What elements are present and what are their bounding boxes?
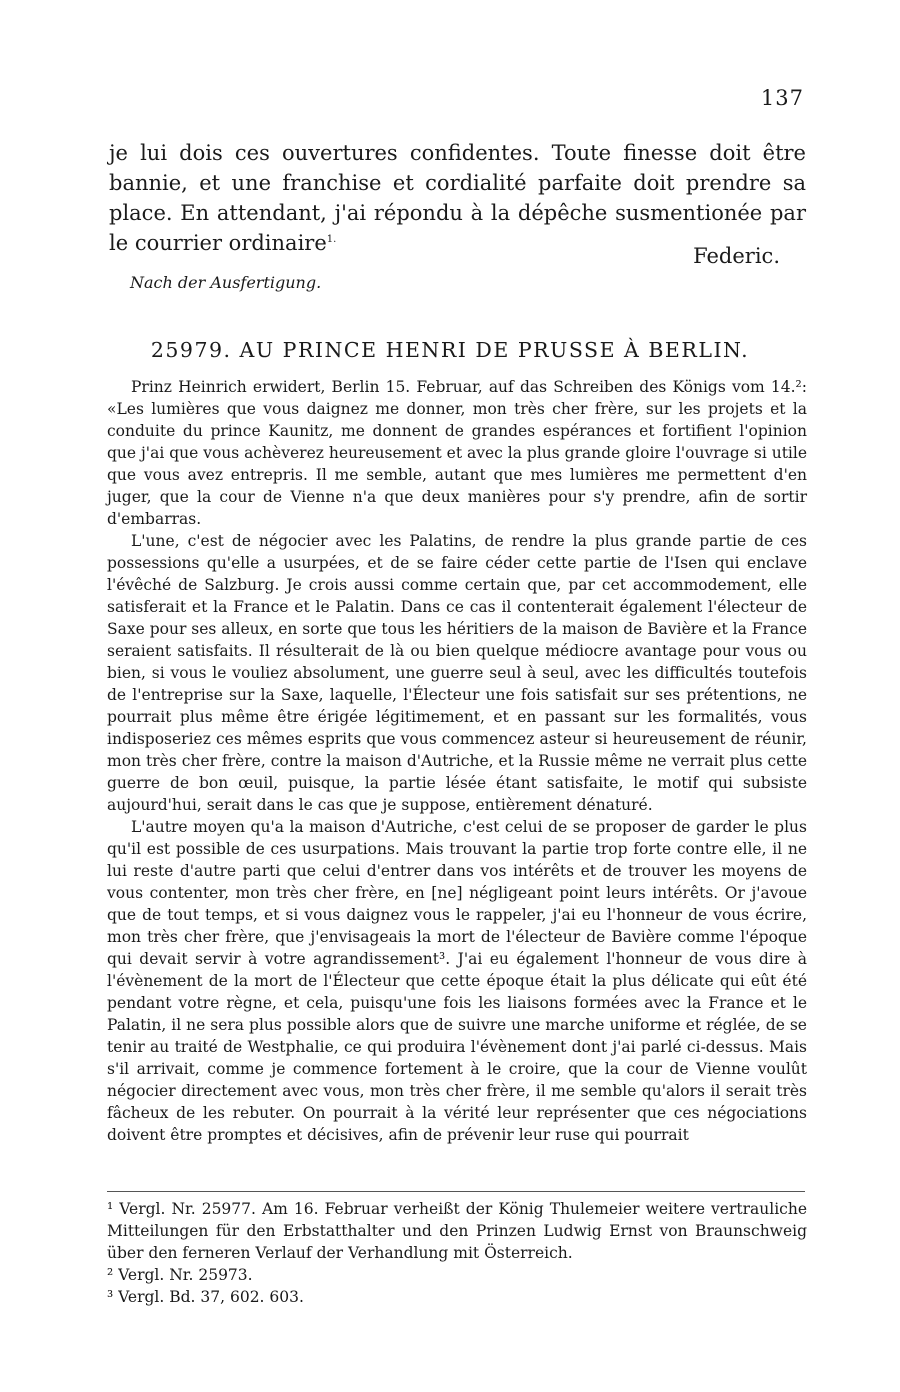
body-paragraph-1: Prinz Heinrich erwidert, Berlin 15. Februar, auf das Schreiben des Königs vom 14.²: «Les lumières que vous daignez me donner, mon très cher frère, sur les projets et la conduite du prince Kaunitz, me donnent de grandes espérances et fortifient l'opinion que j'ai que vous achèverez heureusement et avec la plus grande gloire l'ouvrage si utile que vous avez entrepris. Il me semble, autant que mes lumières me permettent d'en juger, que la cour de Vienne n'a que deux manières pour s'y prendre, afin de sortir d'embarras. [107, 378, 808, 528]
body-paragraph-3: L'autre moyen qu'a la maison d'Autriche, c'est celui de se proposer de garder le plus qu'il est possible de ces usurpations. Mais trouvant la partie trop forte contre elle, il ne lui reste d'autre parti que celui d'entrer dans vos intérêts et de trouver les moyens de vous contenter, mon très cher frère, en [ne] négligeant point leurs intérêts. Or j'avoue que de tout temps, et si vous daignez vous le rappeler, j'ai eu l'honneur de vous écrire, mon très cher frère, que j'envisageais la mort de l'électeur de Bavière comme l'époque qui devait servir à votre agrandissement³. J'ai eu également l'honneur de vous dire à l'évènement de la mort de l'Électeur que cette époque était la plus délicate qui eût été pendant votre règne, et cela, puisqu'une fois les liaisons formées avec la France et le Palatin, il ne sera plus possible alors que de suivre une marche uniforme et réglée, de se tenir au traité de Westphalie, ce qui produira l'évènement dont j'ai parlé ci-dessus. Mais s'il arrivait, comme je commence fortement à le croire, que la cour de Vienne voulût négocier directement avec vous, mon très cher frère, il me semble qu'alors il serait très fâcheux de les rebuter. On pourrait à la vérité leur représenter que ces négociations doivent être promptes et décisives, afin de prévenir leur ruse qui pourrait [107, 818, 807, 1144]
letter-body [107, 376, 807, 1146]
source-note: Nach der Ausfertigung. [130, 273, 322, 292]
page-number: 137 [760, 86, 804, 110]
intro-paragraph [109, 138, 806, 258]
letter-heading: 25979. AU PRINCE HENRI DE PRUSSE À BERLIN. [150, 338, 750, 362]
intro-paragraph-block [109, 138, 806, 258]
footnotes [107, 1198, 807, 1308]
footnote-2: ² Vergl. Nr. 25973. [107, 1266, 253, 1284]
footnote-3: ³ Vergl. Bd. 37, 602. 603. [107, 1288, 304, 1306]
intro-note-ref: 1. [326, 234, 337, 245]
signature: Federic. [693, 244, 780, 268]
footnote-1: ¹ Vergl. Nr. 25977. Am 16. Februar verheißt der König Thulemeier weitere vertrauliche Mitteilungen für den Erbstatthalter und den Prinzen Ludwig Ernst von Braunschweig über den ferneren Verlauf der Verhandlung mit Österreich. [107, 1200, 807, 1262]
footnote-divider [107, 1191, 805, 1192]
body-paragraph-2: L'une, c'est de négocier avec les Palatins, de rendre la plus grande partie de ces possessions qu'elle a usurpées, et de se faire céder cette partie de l'Isen qui enclave l'évêché de Salzburg. Je crois aussi comme certain que, par cet accommodement, elle satisferait et la France et le Palatin. Dans ce cas il contenterait également l'électeur de Saxe pour ses alleux, en sorte que tous les héritiers de la maison de Bavière et la France seraient satisfaits. Il résulterait de là ou bien quelque médiocre avantage pour vous ou bien, si vous le vouliez absolument, une guerre seul à seul, avec les difficultés toutefois de l'entreprise sur la Saxe, laquelle, l'Électeur une fois satisfait sur ses prétentions, ne pourrait plus même être érigée légitimement, et en passant sur les formalités, vous indisposeriez ces mêmes esprits que vous commencez asteur si heureusement de réunir, mon très cher frère, contre la maison d'Autriche, et la Russie même ne verrait plus cette guerre de bon œuil, puisque, la partie lésée étant satisfaite, le motif qui subsiste aujourd'hui, serait dans le cas que je suppose, entièrement dénaturé. [107, 532, 807, 814]
intro-text: je lui dois ces ouvertures confidentes. Toute finesse doit être bannie, et une franchise et cordialité parfaite doit prendre sa place. En attendant, j'ai répondu à la dépêche susmentionée par le courrier ordinaire [109, 141, 806, 255]
